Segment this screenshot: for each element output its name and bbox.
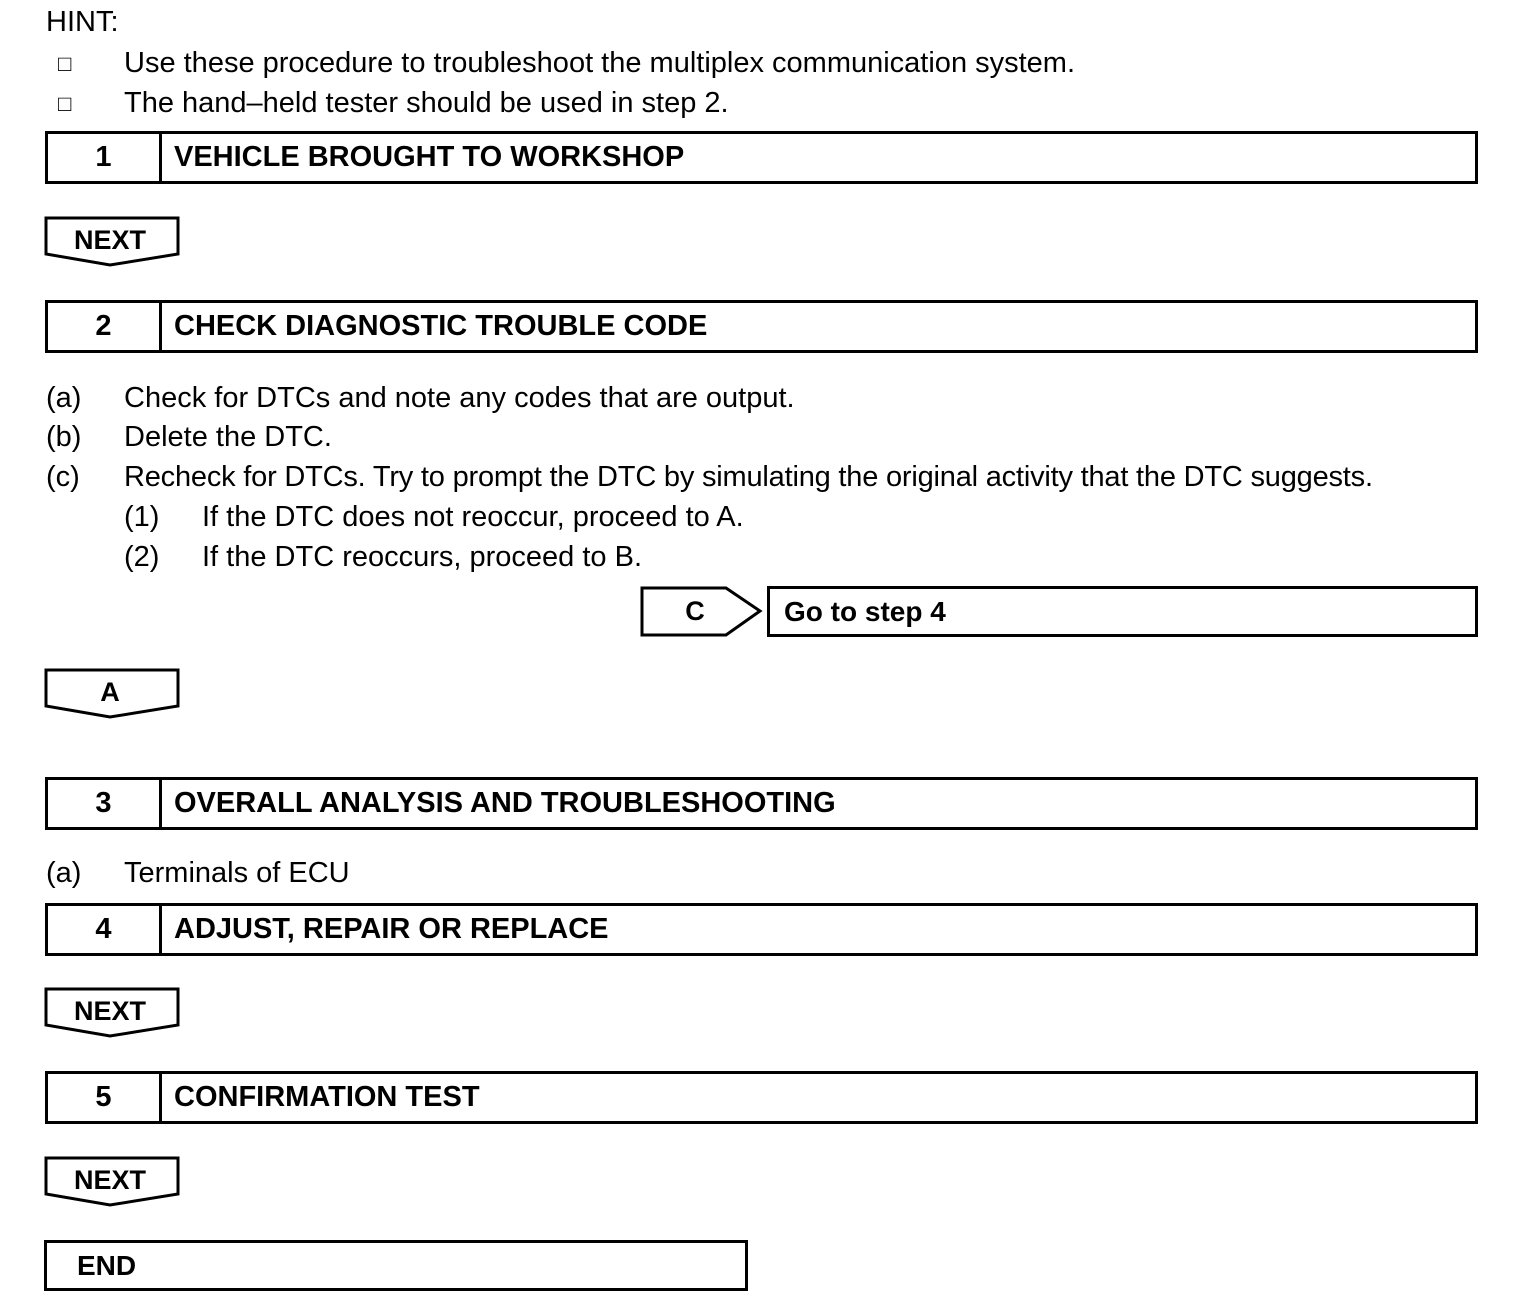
step-number: 5 <box>48 1074 162 1121</box>
next-label: NEXT <box>73 225 146 255</box>
end-box <box>44 1240 748 1291</box>
instruction-text: Check for DTCs and note any codes that are output. <box>124 382 795 414</box>
step-5-header <box>45 1071 1478 1124</box>
step-title: CONFIRMATION TEST <box>174 1081 480 1113</box>
branch-label: C <box>685 596 705 626</box>
next-label: NEXT <box>73 996 146 1026</box>
step-2-header <box>45 300 1478 353</box>
step-1-header <box>45 131 1478 184</box>
next-label: NEXT <box>73 1165 146 1195</box>
end-label: END <box>77 1250 137 1281</box>
step-number: 3 <box>48 780 162 827</box>
hint-item: The hand–held tester should be used in step 2. <box>124 87 729 119</box>
step-3-header <box>45 777 1478 830</box>
step-number: 2 <box>48 303 162 350</box>
branch-c-target <box>767 586 1478 637</box>
step-number: 4 <box>48 906 162 953</box>
next-arrow-1 <box>44 216 182 268</box>
instruction-text: Recheck for DTCs. Try to prompt the DTC by simulating the original activity that the DTC suggests. <box>124 461 1373 493</box>
branch-target-text: Go to step 4 <box>784 596 946 627</box>
subitem-label: (1) <box>124 501 160 533</box>
result-a-arrow <box>44 668 182 720</box>
instruction-text: Delete the DTC. <box>124 421 332 453</box>
branch-c-arrow <box>640 586 765 638</box>
hint-title: HINT: <box>46 6 119 38</box>
next-arrow-5 <box>44 1156 182 1208</box>
subitem-text: If the DTC reoccurs, proceed to B. <box>202 541 643 573</box>
result-label: A <box>100 677 120 707</box>
hint-item: Use these procedure to troubleshoot the multiplex communication system. <box>124 47 1076 79</box>
hint-bullet-icon: □ <box>58 91 72 116</box>
instruction-text: Terminals of ECU <box>124 857 350 889</box>
instruction-label: (c) <box>46 461 80 493</box>
step-title: OVERALL ANALYSIS AND TROUBLESHOOTING <box>174 787 836 819</box>
subitem-label: (2) <box>124 541 160 573</box>
step-title: VEHICLE BROUGHT TO WORKSHOP <box>174 141 685 173</box>
instruction-label: (b) <box>46 421 82 453</box>
step-number: 1 <box>48 134 162 181</box>
step-title: CHECK DIAGNOSTIC TROUBLE CODE <box>174 310 708 342</box>
instruction-label: (a) <box>46 857 82 889</box>
subitem-text: If the DTC does not reoccur, proceed to A. <box>202 501 744 533</box>
instruction-label: (a) <box>46 382 82 414</box>
next-arrow-4 <box>44 987 182 1039</box>
step-title: ADJUST, REPAIR OR REPLACE <box>174 913 609 945</box>
step-4-header <box>45 903 1478 956</box>
hint-bullet-icon: □ <box>58 51 72 76</box>
